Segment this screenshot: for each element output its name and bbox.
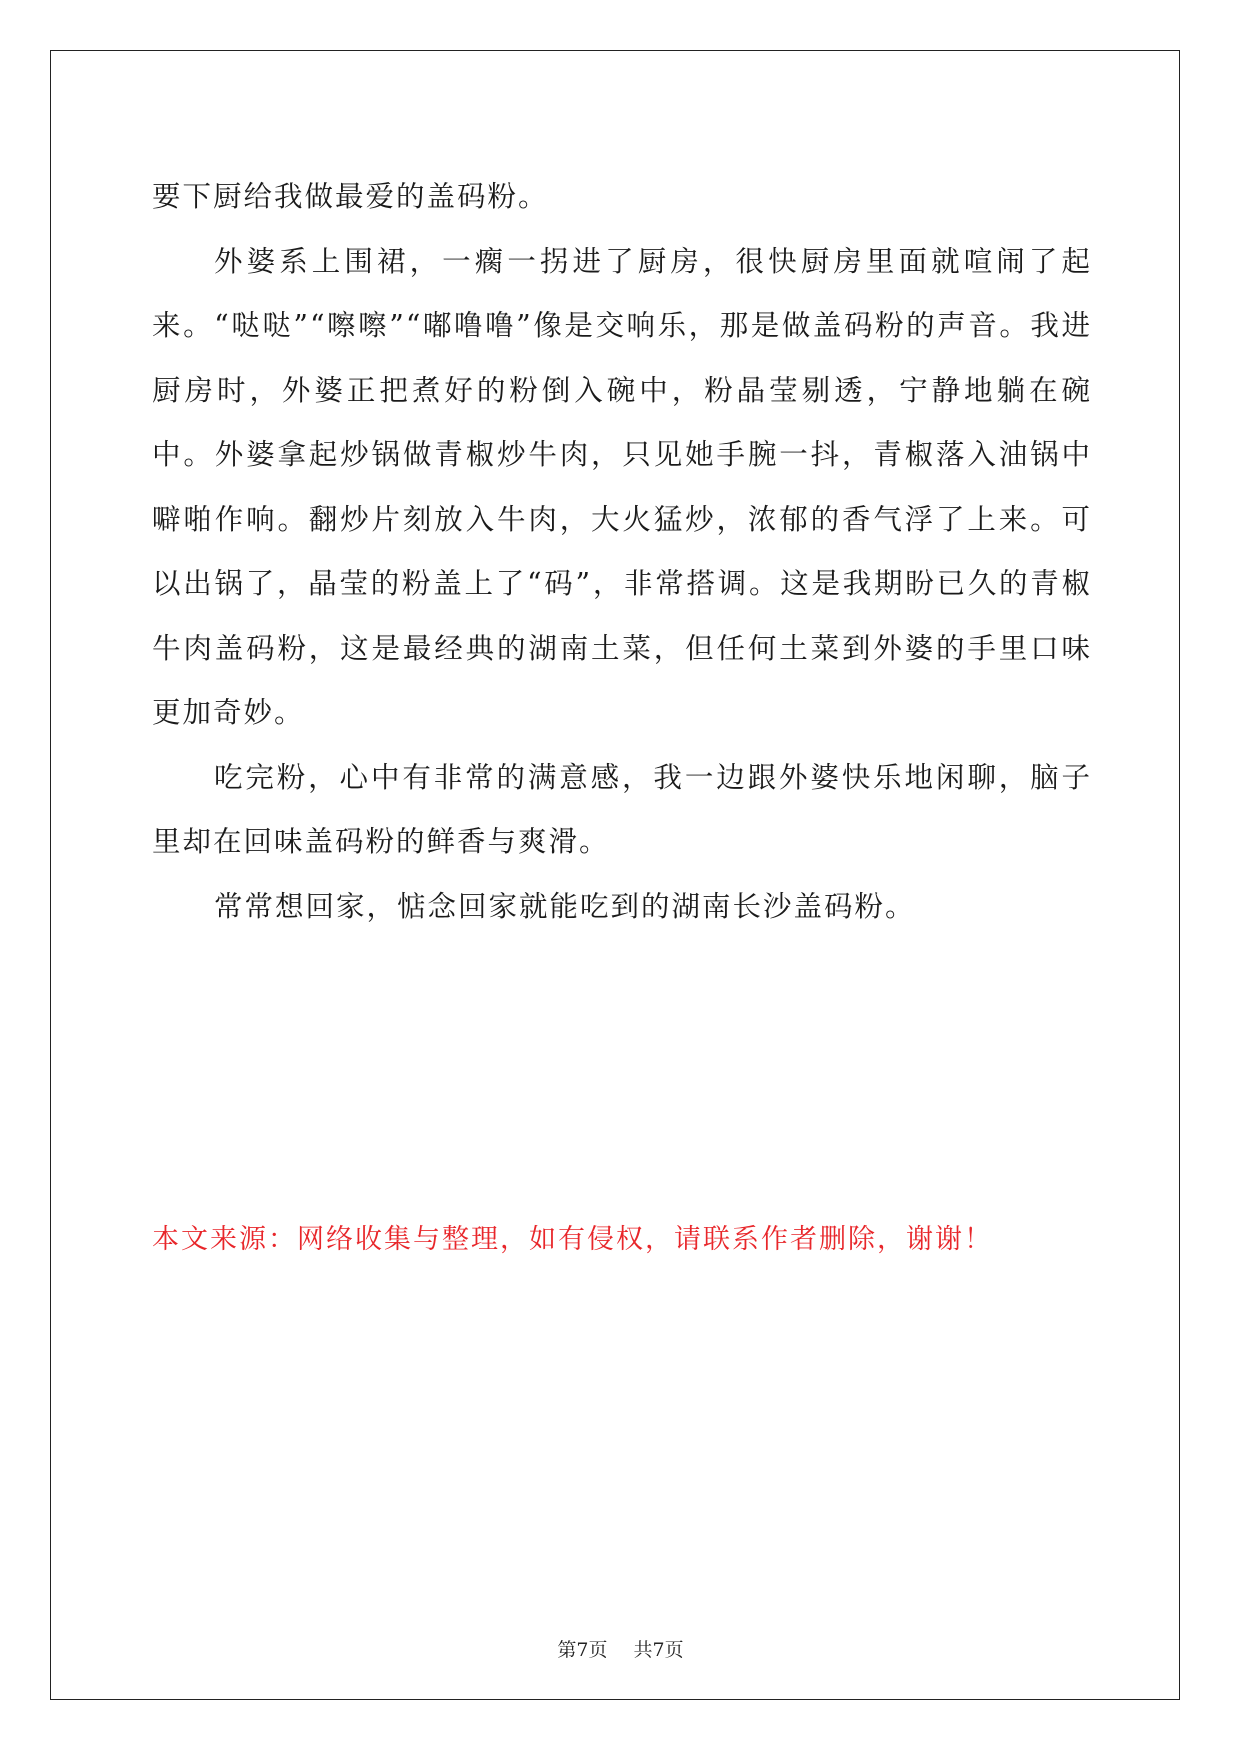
paragraph-closing: 常常想回家，惦念回家就能吃到的湖南长沙盖码粉。 bbox=[214, 889, 916, 923]
paragraph-continued: 要下厨给我做最爱的盖码粉。 bbox=[152, 180, 549, 213]
paragraph-cooking: 外婆系上围裙，一瘸一拐进了厨房，很快厨房里面就喧闹了起来。“哒哒”“嚓嚓”“嘟噜噜”像是交响乐，那是做盖码粉的声音。我进厨房时，外婆正把煮好的粉倒入碗中，粉晶莹剔透，宁静地躺在碗中。外婆拿起炒锅做青椒炒牛肉，只见她手腕一抖，青椒落入油锅中噼啪作响。翻炒片刻放入牛肉，大火猛炒，浓郁的香气浮了上来。可以出锅了，晶莹的粉盖上了“码”，非常搭调。这是我期盼已久的青椒牛肉盖码粉，这是最经典的湖南土菜，但任何土菜到外婆的手里口味更加奇妙。 bbox=[152, 244, 1092, 729]
document-body bbox=[152, 165, 1092, 939]
page-number: 第7页 bbox=[557, 1639, 608, 1661]
page-footer bbox=[0, 1638, 1241, 1662]
page-total: 共7页 bbox=[633, 1639, 684, 1661]
source-disclaimer: 本文来源：网络收集与整理，如有侵权，请联系作者删除，谢谢！ bbox=[152, 1224, 993, 1255]
paragraph-after-meal: 吃完粉，心中有非常的满意感，我一边跟外婆快乐地闲聊，脑子里却在回味盖码粉的鲜香与爽滑。 bbox=[152, 760, 1092, 858]
